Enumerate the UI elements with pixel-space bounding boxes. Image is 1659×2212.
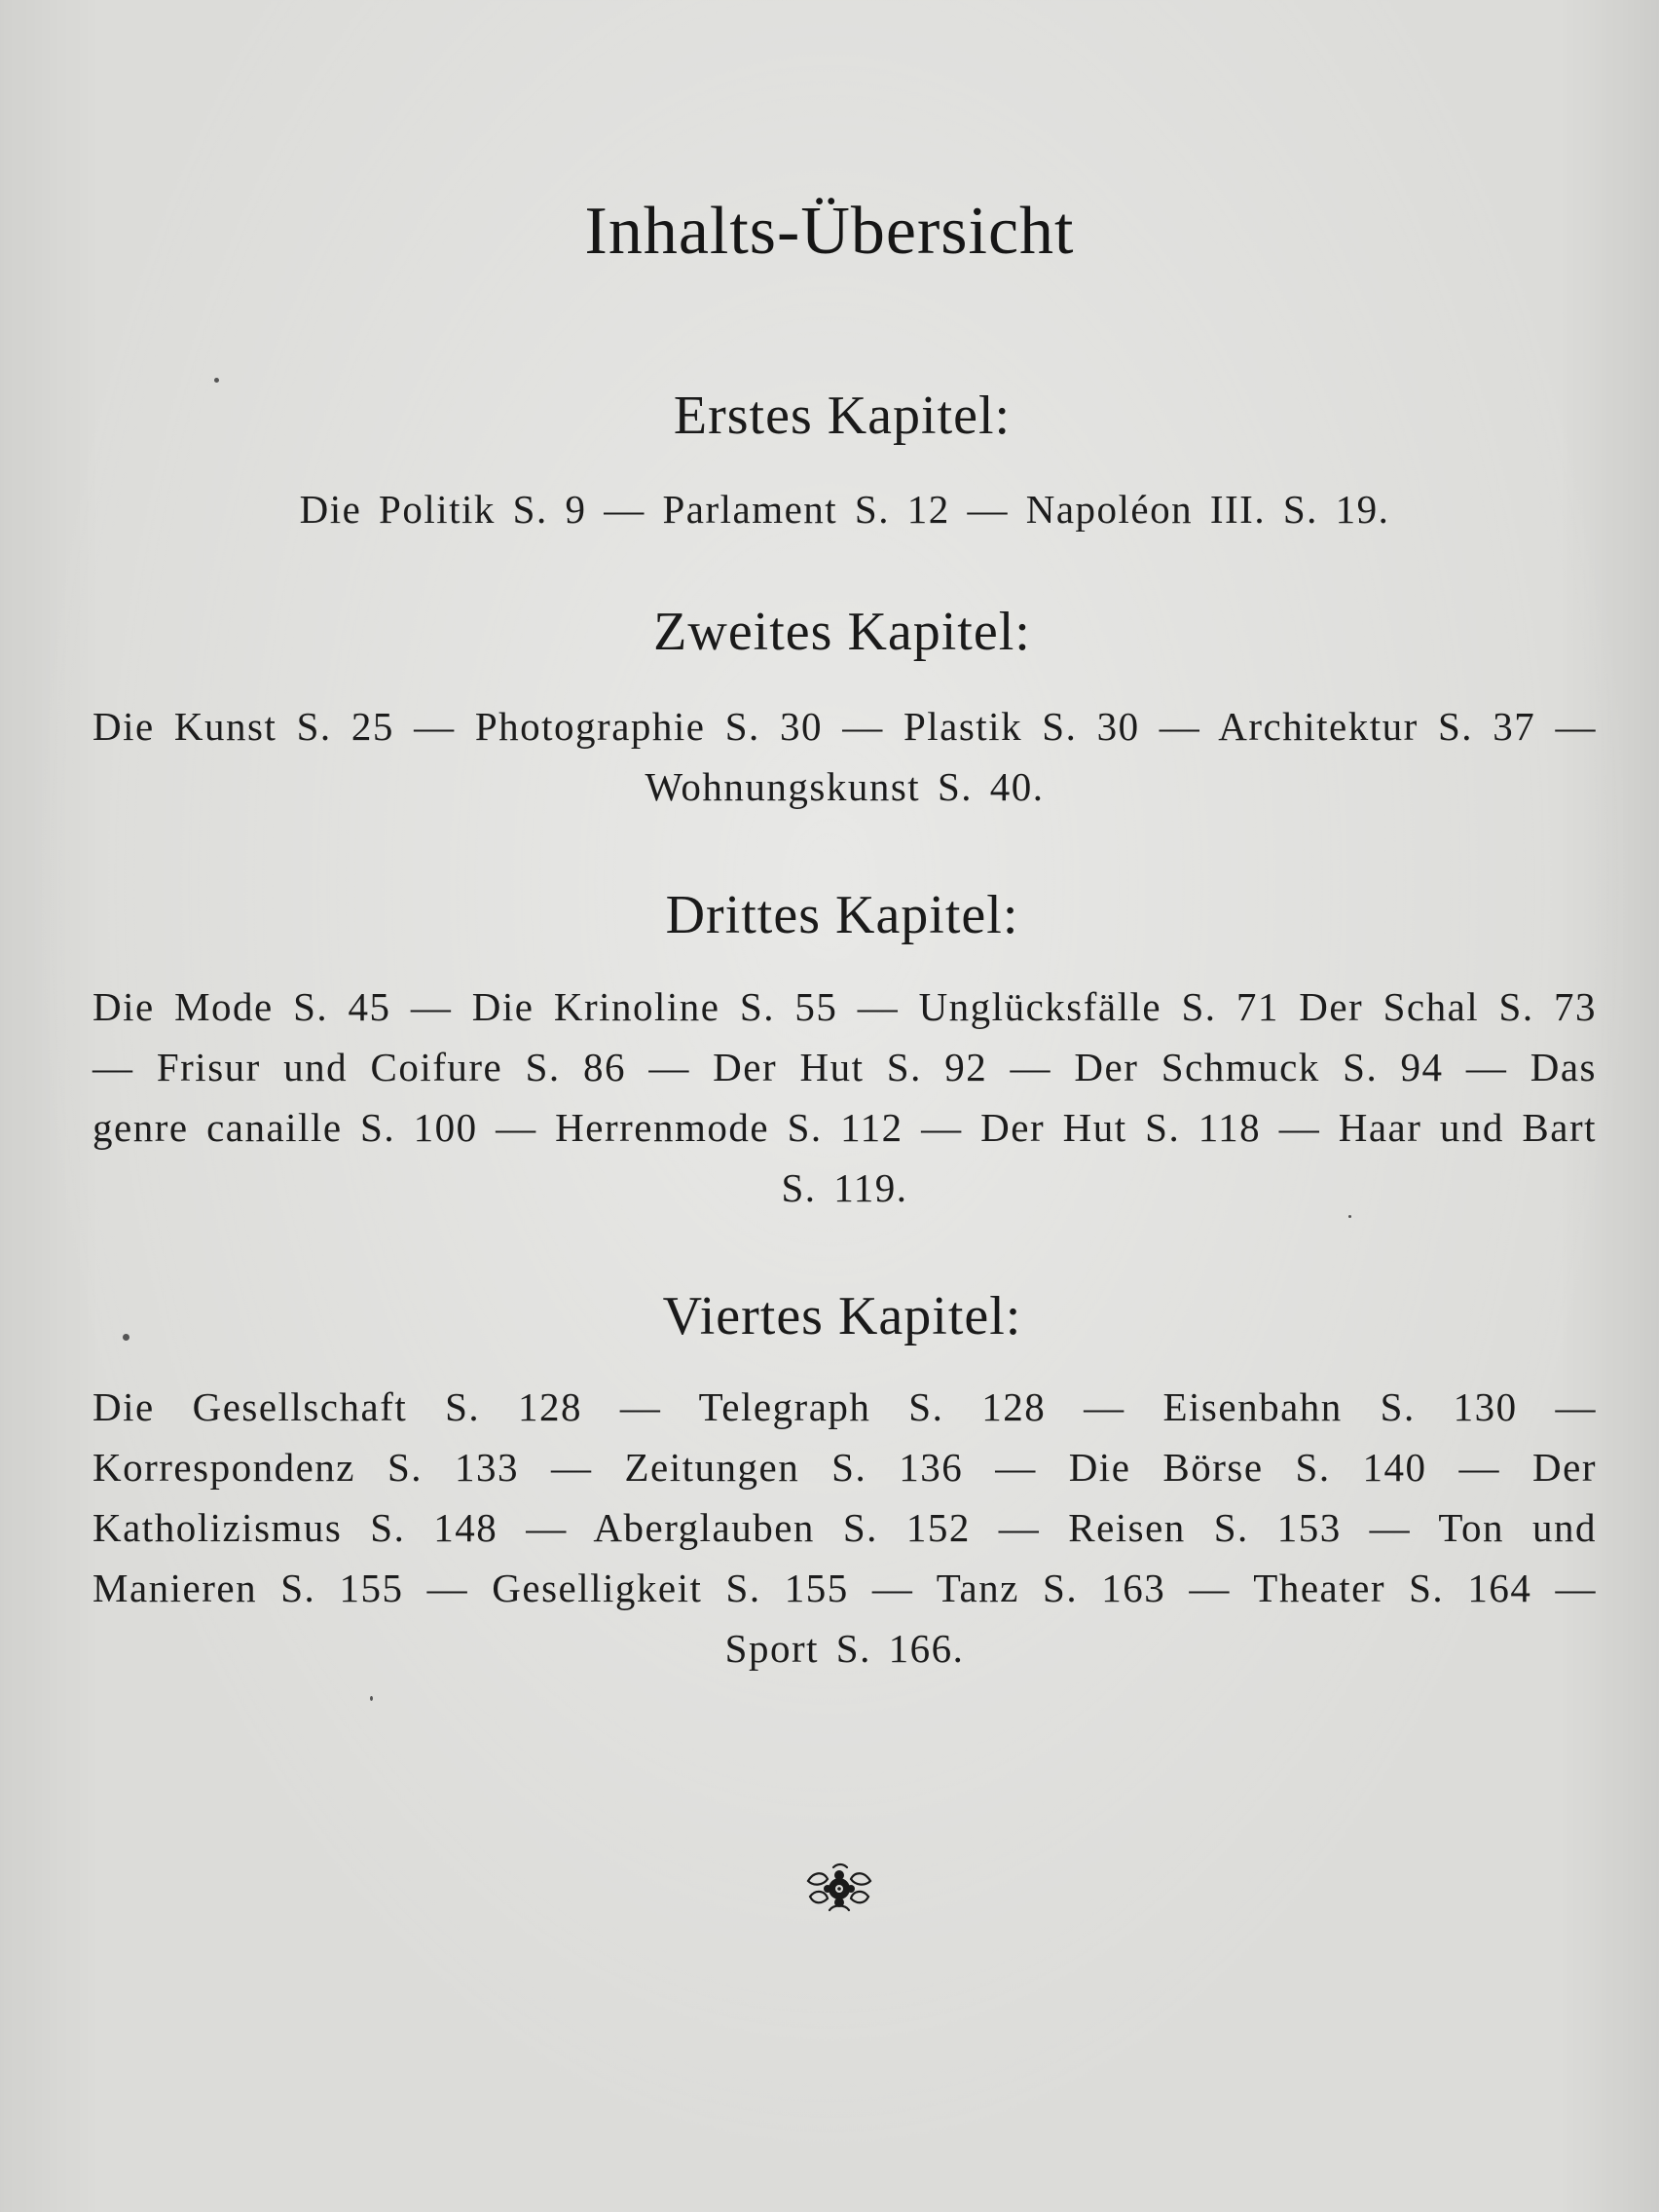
floral-ornament-icon bbox=[800, 1860, 878, 1918]
page-title: Inhalts-Übersicht bbox=[584, 194, 1075, 269]
chapter-heading-3: Drittes Kapitel: bbox=[665, 885, 1019, 945]
paper-speck bbox=[123, 1334, 129, 1341]
chapter-heading-4: Viertes Kapitel: bbox=[662, 1286, 1022, 1346]
chapter-contents-3: Die Mode S. 45 — Die Krinoline S. 55 — Unglücksfälle S. 71 Der Schal S. 73 — Frisur und Coifure S. 86 — Der Hut S. 92 — Der Schmuck S. 94 — Das genre canaille S. 100 — Herrenmode S. 112 — Der Hut S. 118 — Haar und Bart S. 119. bbox=[92, 984, 1597, 1210]
paper-speck bbox=[1348, 1215, 1351, 1218]
paper-speck bbox=[370, 1696, 373, 1701]
paper-speck bbox=[214, 378, 219, 383]
chapter-heading-1: Erstes Kapitel: bbox=[673, 386, 1012, 446]
chapter-contents-4: Die Gesellschaft S. 128 — Telegraph S. 128 — Eisenbahn S. 130 — Korrespondenz S. 133 — Zeitungen S. 136 — Die Börse S. 140 — Der Katholizismus S. 148 — Aberglauben S. 152 — Reisen S. 153 — Ton und Manieren S. 155 — Geselligkeit S. 155 — Tanz S. 163 — Theater S. 164 — Sport S. 166. bbox=[92, 1384, 1597, 1671]
chapter-heading-2: Zweites Kapitel: bbox=[653, 602, 1031, 662]
chapter-contents-2: Die Kunst S. 25 — Photographie S. 30 — Plastik S. 30 — Architektur S. 37 — Wohnungskunst S. 40. bbox=[92, 704, 1597, 809]
chapter-contents-1: Die Politik S. 9 — Parlament S. 12 — Napoléon III. S. 19. bbox=[299, 487, 1390, 532]
